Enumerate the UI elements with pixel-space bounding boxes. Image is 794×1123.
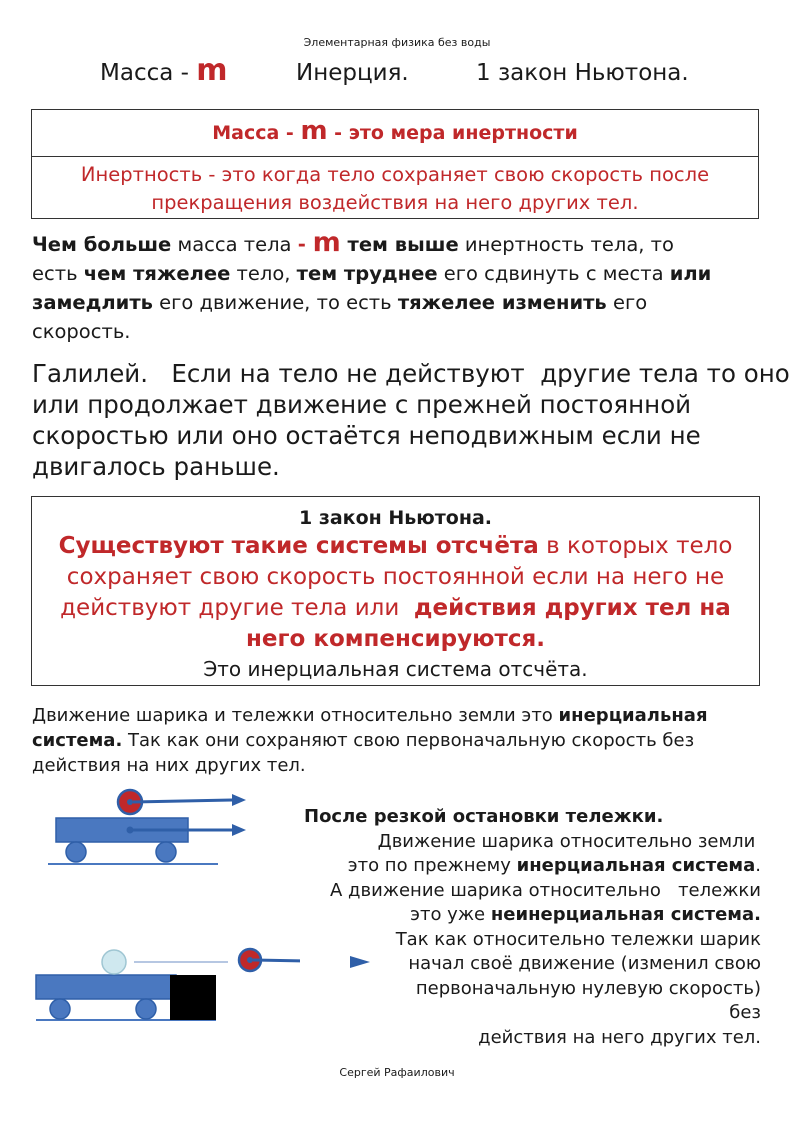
p1-text-2: инертность тела, то	[458, 233, 674, 256]
p1-bold-3: чем тяжелее	[83, 262, 231, 285]
p1-text-8: скорость.	[32, 320, 131, 343]
rt-line-5a: это уже	[410, 904, 491, 925]
rt-line-10: действия на него других тел.	[478, 1026, 761, 1048]
newton-law-statement	[32, 531, 759, 655]
ball-initial-position	[102, 950, 126, 974]
rt-line-5b: неинерциальная система.	[490, 904, 761, 925]
p1-text-6: его движение, то есть	[152, 291, 398, 314]
p3-bold-1: инерциальная	[558, 705, 708, 726]
cart-stop-explanation	[290, 805, 761, 1050]
title-mass	[100, 53, 228, 88]
rt-line-8: первоначальную нулевую скорость)	[415, 977, 761, 999]
law-text-1: в которых тело	[538, 533, 733, 559]
law-text-3: действуют другие тела или	[60, 595, 414, 621]
galileo-line-4: двигалось раньше.	[32, 452, 280, 481]
moving-cart-scene	[48, 790, 246, 864]
cart-velocity-arrowhead	[232, 824, 246, 836]
law-text-2: сохраняет свою скорость постоянной если на него не	[66, 564, 725, 590]
galileo-line-2: или продолжает движение с прежней постоянной	[32, 390, 692, 419]
cart-ball-diagram	[0, 780, 300, 1040]
cart-wheel-top-right	[156, 842, 176, 862]
cart-wheel-bottom-right	[136, 999, 156, 1019]
rt-heading: После резкой остановки тележки.	[304, 806, 664, 827]
galileo-paragraph	[32, 358, 790, 482]
ball-top-center	[127, 799, 133, 805]
p1-bold-2: тем выше	[340, 233, 459, 256]
rt-line-2: Движение шарика относительно земли	[377, 830, 761, 852]
box1-head-post: - это мера инертности	[327, 122, 578, 144]
law-bold-1: Существуют такие системы отсчёта	[58, 533, 539, 559]
p1-m-symbol: m	[312, 227, 341, 258]
p1-bold-4: тем труднее	[296, 262, 438, 285]
p1-bold-1: Чем больше	[32, 233, 172, 256]
rt-line-5	[290, 903, 761, 928]
stopped-cart-scene	[36, 949, 300, 1020]
cart-body-bottom	[36, 975, 176, 999]
inertness-line-1: Инертность - это когда тело сохраняет свою скорость после	[80, 163, 710, 186]
mass-definition-box	[31, 109, 759, 219]
p3-text-3: действия на них других тел.	[32, 755, 306, 776]
newton-law-heading: 1 закон Ньютона.	[298, 507, 492, 529]
author-footer: Сергей Рафаилович	[339, 1066, 455, 1079]
rt-line-3c: .	[755, 855, 761, 876]
ball-moved-center	[247, 957, 253, 963]
mass-inertia-paragraph	[32, 227, 772, 346]
newton-first-law-box	[31, 496, 760, 686]
mass-definition-heading	[32, 110, 758, 157]
p1-text-5: его сдвинуть с места	[437, 262, 670, 285]
galileo-line-1: Галилей. Если на тело не действуют другие тела то оно	[32, 359, 790, 388]
stop-block	[170, 975, 216, 1020]
p1-dash: -	[297, 233, 313, 256]
rt-line-9: без	[729, 1002, 761, 1023]
title-newton-law: 1 закон Ньютона.	[476, 60, 689, 86]
p1-text-7: его	[606, 291, 648, 314]
rt-line-7: начал своё движение (изменил свою	[408, 953, 761, 974]
law-bold-3: него компенсируются.	[246, 626, 545, 652]
page-subtitle: Элементарная физика без воды	[303, 36, 491, 49]
ball-velocity-arrowhead	[232, 794, 246, 806]
rt-line-3a: это по прежнему	[347, 855, 517, 876]
inertial-frame-note: Это инерциальная система отсчёта.	[203, 657, 588, 681]
p1-text-4: тело,	[230, 262, 297, 285]
law-bold-2: действия других тел на	[413, 595, 731, 621]
p3-text-1: Движение шарика и тележки относительно земли это	[32, 705, 559, 726]
galileo-line-3: скоростью или оно остаётся неподвижным если не	[32, 421, 701, 450]
rt-line-3b: инерциальная система	[516, 855, 756, 876]
ball-cart-paragraph	[32, 703, 772, 778]
ball-velocity-arrow	[133, 800, 232, 802]
title-inertia: Инерция.	[296, 60, 409, 86]
box1-m-symbol: m	[300, 116, 328, 146]
cart-wheel-top-left	[66, 842, 86, 862]
p1-bold-7: тяжелее изменить	[397, 291, 607, 314]
p3-text-2: Так как они сохраняют свою первоначальную скорость без	[122, 730, 695, 751]
p1-text-3: есть	[32, 262, 84, 285]
p1-text-1: масса тела	[171, 233, 298, 256]
p1-bold-5: или	[669, 262, 712, 285]
rt-line-3	[290, 854, 761, 879]
rt-line-4: А движение шарика относительно тележки	[329, 879, 761, 901]
cart-wheel-bottom-left	[50, 999, 70, 1019]
p3-bold-2: система.	[32, 730, 123, 751]
inertness-line-2: прекращения воздействия на него других тел.	[151, 191, 639, 214]
title-m-symbol: m	[196, 53, 228, 88]
box1-head-pre: Масса -	[212, 122, 301, 144]
rt-line-6: Так как относительно тележки шарик	[395, 928, 761, 950]
inertness-definition	[32, 157, 758, 217]
title-mass-text: Масса -	[100, 60, 197, 86]
p1-bold-6: замедлить	[32, 291, 153, 314]
